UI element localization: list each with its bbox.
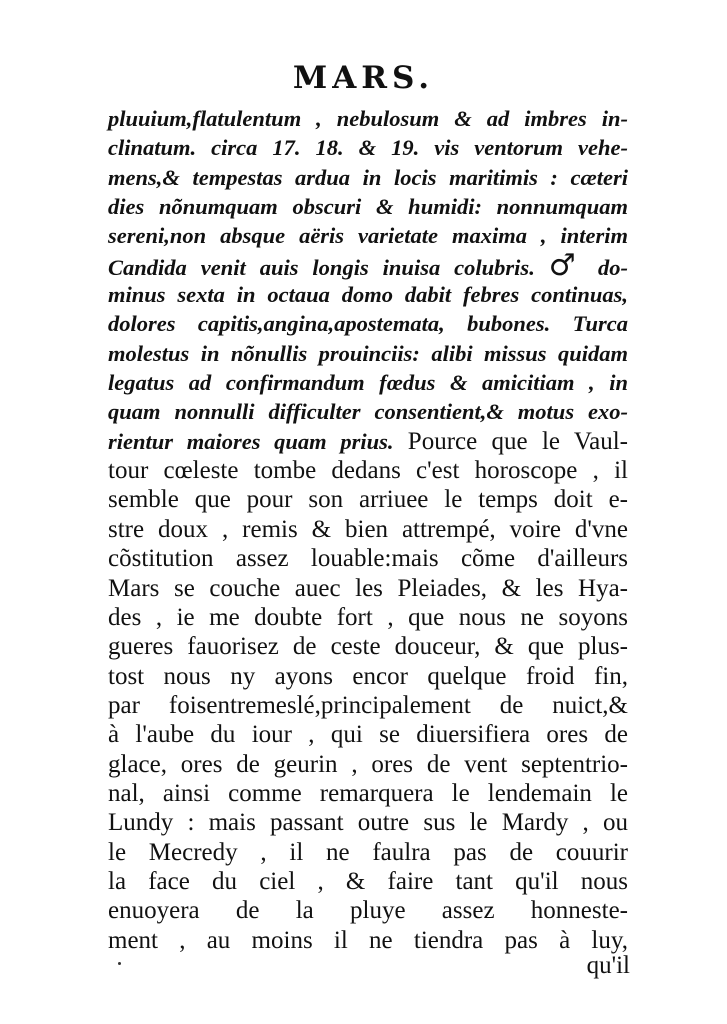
text-line: par foisentremeslé,principalement de nuict,&	[108, 691, 628, 719]
text-line: tost nous ny ayons encor quelque froid fin,	[108, 662, 628, 690]
text-line	[108, 427, 628, 456]
text-line: legatus ad confirmandum fœdus & amicitiam , in	[108, 370, 628, 396]
text-line: sereni,non absque aëris varietate maxima , interim	[108, 223, 628, 249]
text-line: molestus in nõnullis prouinciis: alibi missus quidam	[108, 340, 628, 366]
mars-symbol-icon: ♂	[548, 247, 585, 283]
text-line-part: do-	[584, 254, 629, 280]
text-line: semble que pour son arriuee le temps doit e-	[108, 486, 628, 514]
text-line-part: rientur maiores quam prius.	[108, 428, 394, 454]
text-line: glace, ores de geurin , ores de vent septentrio-	[108, 750, 628, 778]
text-block	[108, 104, 628, 955]
text-line: minus sexta in octaua domo dabit febres continuas,	[108, 282, 628, 308]
text-line: la face du ciel , & faire tant qu'il nous	[108, 867, 628, 895]
text-line-part: Pource que le Vaul-	[393, 427, 628, 455]
text-line: Lundy : mais passant outre sus le Mardy , ou	[108, 809, 628, 837]
text-line: clinatum. circa 17. 18. & 19. vis ventorum vehe-	[108, 135, 628, 161]
text-line: cõstitution assez louable:mais cõme d'ailleurs	[108, 545, 628, 573]
text-line: Mars se couche auec les Pleiades, & les Hya-	[108, 574, 628, 602]
catchword: qu'il	[586, 952, 630, 979]
text-line: quam nonnulli difficulter consentient,& motus exo-	[108, 399, 628, 425]
text-line: dies nõnumquam obscuri & humidi: nonnumquam	[108, 194, 628, 220]
text-line: gueres fauorisez de ceste douceur, & que plus-	[108, 633, 628, 661]
text-line: enuoyera de la pluye assez honneste-	[108, 897, 628, 925]
text-line: à l'aube du iour , qui se diuersifiera ores de	[108, 721, 628, 749]
text-line: ment , au moins il ne tiendra pas à luy,	[108, 926, 628, 954]
text-line: le Mecredy , il ne faulra pas de couurir	[108, 838, 628, 866]
text-line: tour cœleste tombe dedans c'est horoscope , il	[108, 457, 628, 485]
text-line: nal, ainsi comme remarquera le lendemain le	[108, 779, 628, 807]
text-line-part: Candida venit auis longis inuisa colubris.	[108, 254, 535, 280]
text-line: pluuium,flatulentum , nebulosum & ad imbres in-	[108, 106, 628, 131]
text-line	[108, 247, 629, 283]
running-head: MARS.	[292, 60, 435, 96]
ink-speck	[118, 962, 121, 965]
text-line: stre doux , remis & bien attrempé, voire d'vne	[108, 515, 628, 543]
text-line: dolores capitis,angina,apostemata, bubones. Turca	[108, 311, 628, 337]
text-line: mens,& tempestas ardua in locis maritimis : cæteri	[108, 164, 628, 190]
text-line: des , ie me doubte fort , que nous ne soyons	[108, 603, 628, 631]
